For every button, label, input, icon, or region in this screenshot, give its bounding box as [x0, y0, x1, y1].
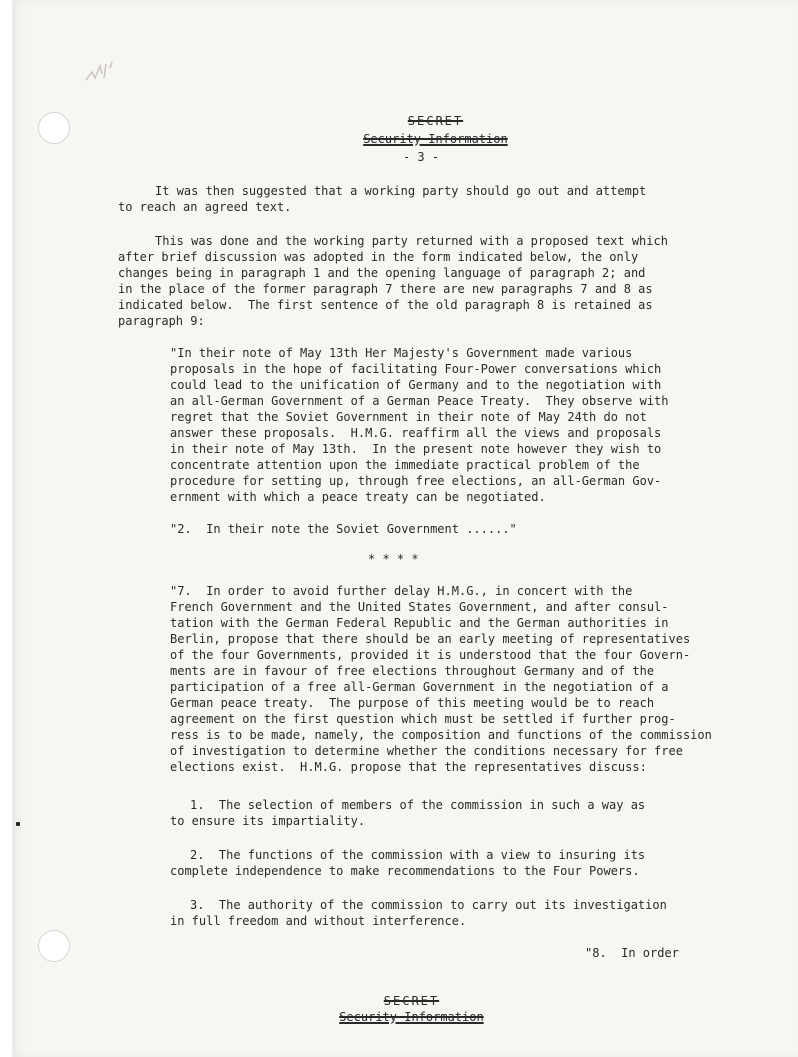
section-break-stars: * * * *	[368, 552, 419, 566]
item2-line-2: complete independence to make recommendations to the Four Powers.	[170, 864, 640, 878]
quote1-line-10: ernment with which a peace treaty can be negotiated.	[170, 490, 546, 504]
item3-line-1: 3. The authority of the commission to carry out its investigation	[190, 898, 667, 912]
item2-line-1: 2. The functions of the commission with a view to insuring its	[190, 848, 646, 862]
quote1-line-4: an all-German Government of a German Peace Treaty. They observe with	[170, 394, 669, 408]
quote7-line-1: "7. In order to avoid further delay H.M.G., in concert with the	[170, 584, 633, 598]
quote2-line: "2. In their note the Soviet Government ......"	[170, 522, 517, 536]
item1-line-1: 1. The selection of members of the commission in such a way as	[190, 798, 646, 812]
footer-subclassification: Security Information	[339, 1010, 484, 1024]
header-subclassification: Security Information	[363, 132, 508, 146]
para2-line-1: This was done and the working party returned with a proposed text which	[155, 234, 668, 248]
quote7-line-4: Berlin, propose that there should be an early meeting of representatives	[170, 632, 691, 646]
quote1-line-6: answer these proposals. H.M.G. reaffirm all the views and proposals	[170, 426, 662, 440]
quote7-line-8: German peace treaty. The purpose of this meeting would be to reach	[170, 696, 655, 710]
item3-line-2: in full freedom and without interference.	[170, 914, 467, 928]
para2-line-6: paragraph 9:	[118, 314, 205, 328]
quote1-line-8: concentrate attention upon the immediate practical problem of the	[170, 458, 640, 472]
para1-line-1: It was then suggested that a working party should go out and attempt	[155, 184, 647, 198]
quote7-line-2: French Government and the United States Government, and after consul-	[170, 600, 669, 614]
quote1-line-5: regret that the Soviet Government in their note of May 24th do not	[170, 410, 647, 424]
quote7-line-11: of investigation to determine whether the conditions necessary for free	[170, 744, 683, 758]
quote1-line-1: "In their note of May 13th Her Majesty's Government made various	[170, 346, 633, 360]
quote7-line-5: of the four Governments, provided it is understood that the four Govern-	[170, 648, 691, 662]
footer-classification: SECRET	[383, 994, 440, 1008]
quote7-line-3: tation with the German Federal Republic and the German authorities in	[170, 616, 669, 630]
item1-line-2: to ensure its impartiality.	[170, 814, 366, 828]
para2-line-2: after brief discussion was adopted in the form indicated below, the only	[118, 250, 639, 264]
header-classification: SECRET	[407, 114, 464, 128]
quote7-line-6: ments are in favour of free elections throughout Germany and of the	[170, 664, 655, 678]
quote7-line-12: elections exist. H.M.G. propose that the representatives discuss:	[170, 760, 647, 774]
quote7-line-7: participation of a free all-German Government in the negotiation of a	[170, 680, 669, 694]
para2-line-3: changes being in paragraph 1 and the opening language of paragraph 2; and	[118, 266, 646, 280]
quote1-line-7: in their note of May 13th. In the present note however they wish to	[170, 442, 662, 456]
continuation-catchword: "8. In order	[585, 946, 679, 960]
quote7-line-10: ress is to be made, namely, the composition and functions of the commission	[170, 728, 712, 742]
para2-line-5: indicated below. The first sentence of the old paragraph 8 is retained as	[118, 298, 653, 312]
para1-line-2: to reach an agreed text.	[118, 200, 292, 214]
page-number: - 3 -	[402, 150, 440, 164]
quote1-line-3: could lead to the unification of Germany and to the negotiation with	[170, 378, 662, 392]
quote1-line-9: procedure for setting up, through free elections, an all-German Gov-	[170, 474, 662, 488]
quote7-line-9: agreement on the first question which must be settled if further prog-	[170, 712, 676, 726]
para2-line-4: in the place of the former paragraph 7 there are new paragraphs 7 and 8 as	[118, 282, 653, 296]
quote1-line-2: proposals in the hope of facilitating Four-Power conversations which	[170, 362, 662, 376]
